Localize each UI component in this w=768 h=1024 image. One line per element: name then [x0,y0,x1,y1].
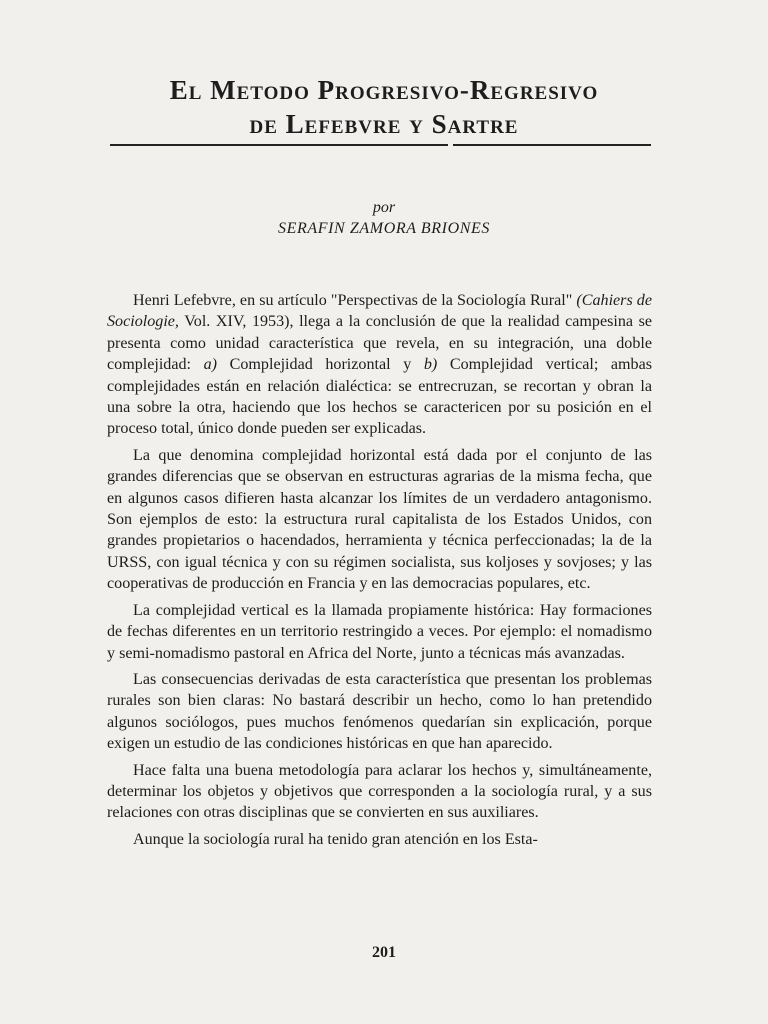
paragraph: Las consecuencias derivadas de esta característica que presentan los problemas rurales son bien claras: No bastará describir un hecho, como lo han pretendido algunos sociólogos, pues muchos fenómenos quedarían sin explicación, porque exigen un estudio de las condiciones históricas en que han aparecido. [107,670,652,753]
paragraph: Henri Lefebvre, en su artículo "Perspectivas de la Sociología Rural" (Cahiers de Sociologie, Vol. XIV, 1953), llega a la conclusión de que la realidad campesina se presenta como unidad característica que revela, en su integración, una doble complejidad: a) Complejidad horizontal y b) Complejidad vertical; ambas complejidades están en relación dialéctica: se entrecruzan, se recortan y obran la una sobre la otra, haciendo que los hechos se caractericen por su posición en el proceso total, único donde pueden ser explicadas. [107,292,653,438]
author-name: SERAFIN ZAMORA BRIONES [278,220,490,237]
page-number: 201 [372,944,396,961]
paragraph: Aunque la sociología rural ha tenido gran atención en los Esta- [133,830,538,848]
title-rule-left [110,144,448,146]
article-title-line-2: de Lefebvre y Sartre [249,109,519,139]
byline-prefix: por [372,199,396,216]
article-title-line-1: El Metodo Progresivo-Regresivo [169,75,599,105]
article-body [107,290,652,855]
paragraph: Hace falta una buena metodología para aclarar los hechos y, simultáneamente, determinar los objetos y objetivos que corresponden a la sociología rural, y a sus relaciones con otras disciplinas que se convierten en sus auxiliares. [107,761,652,822]
list-marker-a: a) [203,356,218,374]
list-marker-b: b) [423,356,438,374]
journal-title: (Cahiers de Sociologie, [107,292,652,331]
title-rule-right [453,144,651,146]
paragraph: La complejidad vertical es la llamada propiamente histórica: Hay formaciones de fechas diferentes en un territorio restringido a veces. Por ejemplo: el nomadismo y semi-nomadismo pastoral en Africa del Norte, junto a técnicas más avanzadas. [107,601,652,662]
paragraph: La que denomina complejidad horizontal está dada por el conjunto de las grandes diferencias que se observan en estructuras agrarias de la misma fecha, que en algunos casos difieren hasta alcanzar los límites de un verdadero antagonismo. Son ejemplos de esto: la estructura rural capitalista de los Estados Unidos, con grandes propietarios o hacendados, herramienta y técnica perfeccionadas; la de la URSS, con igual técnica y con su régimen socialista, sus koljoses y sovjoses; y las cooperativas de producción en Francia y en las democracias populares, etc. [107,446,652,593]
